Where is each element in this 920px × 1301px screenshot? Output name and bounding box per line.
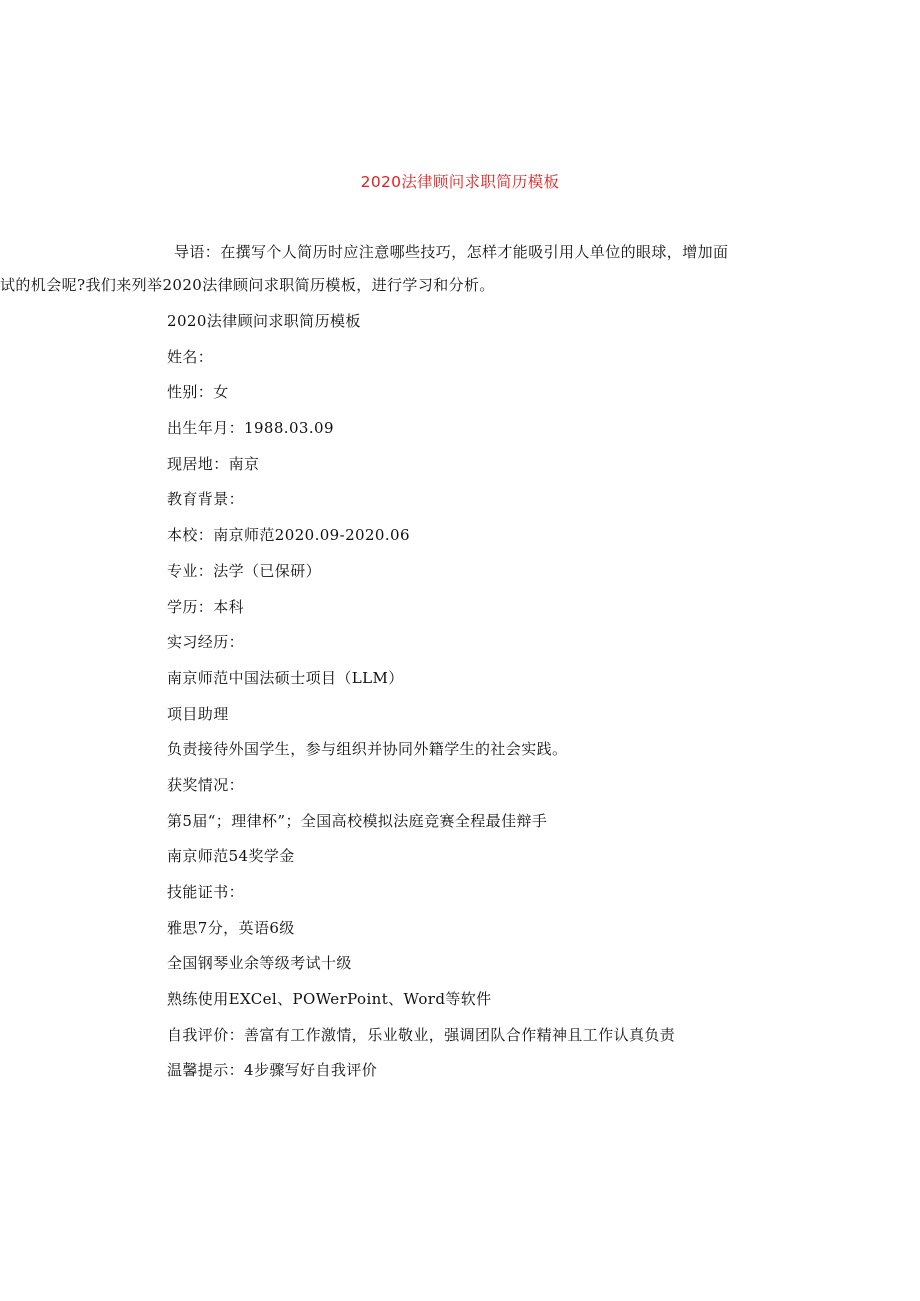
intro-line-1: 导语：在撰写个人简历时应注意哪些技巧，怎样才能吸引用人单位的眼球，增加面 (174, 243, 729, 261)
resume-line: 实习经历： (167, 633, 245, 652)
resume-line: 学历：本科 (167, 597, 245, 616)
resume-line: 现居地：南京 (167, 454, 260, 473)
resume-line: 全国钢琴业余等级考试十级 (167, 954, 352, 973)
intro-line-2: 试的机会呢?我们来列举2020法律顾问求职简历模板，进行学习和分析。 (0, 276, 495, 294)
resume-line: 2020法律顾问求职简历模板 (167, 312, 361, 330)
resume-line: 第5届“；理律杯”；全国高校模拟法庭竞赛全程最佳辩手 (167, 811, 548, 830)
resume-line: 技能证书： (167, 883, 245, 901)
resume-line: 雅思7分，英语6级 (167, 918, 295, 937)
document-title: 2020法律顾问求职简历模板 (360, 173, 560, 191)
resume-line: 负责接待外国学生，参与组织并协同外籍学生的社会实践。 (167, 740, 568, 759)
resume-line: 温馨提示：4步骤写好自我评价 (167, 1061, 378, 1080)
resume-line: 专业：法学（已保研） (167, 561, 322, 580)
resume-line: 出生年月：1988.03.09 (167, 419, 334, 438)
intro-paragraph (0, 236, 792, 302)
resume-line: 教育背景： (167, 490, 245, 509)
resume-line: 熟练使用EXCel、POWerPoint、Word等软件 (167, 990, 492, 1009)
resume-line: 本校：南京师范2020.09-2020.06 (167, 526, 410, 545)
resume-line: 南京师范中国法硕士项目（LLM） (167, 668, 404, 687)
resume-line: 获奖情况： (167, 775, 245, 794)
resume-line: 项目助理 (167, 704, 229, 723)
resume-line: 性别：女 (167, 383, 229, 402)
resume-body (167, 308, 807, 1093)
resume-line: 自我评价：善富有工作激情，乐业敬业，强调团队合作精神且工作认真负责 (167, 1025, 676, 1044)
resume-line: 姓名： (167, 347, 214, 366)
resume-line: 南京师范54奖学金 (167, 847, 295, 866)
